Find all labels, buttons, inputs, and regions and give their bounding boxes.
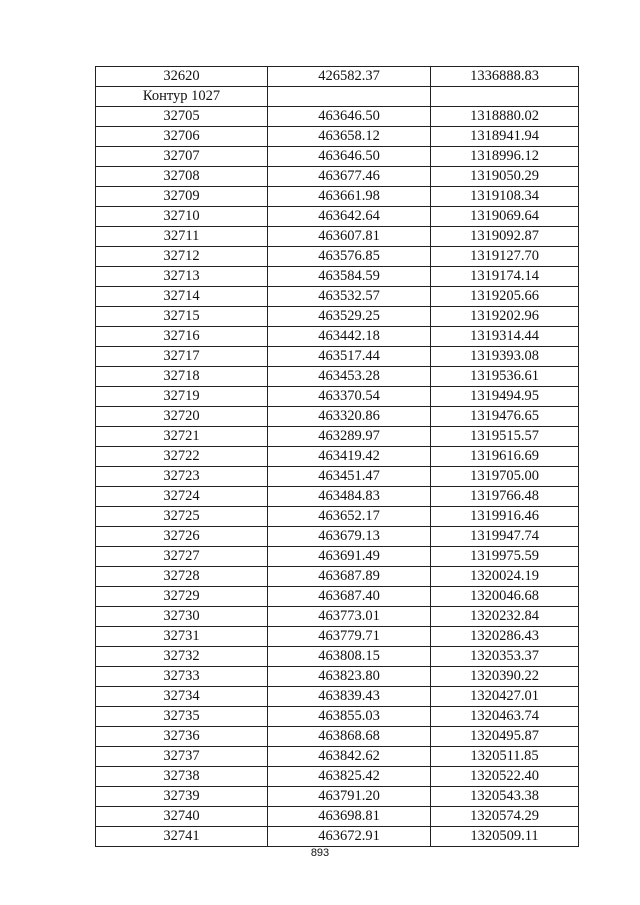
table-row [96, 687, 579, 707]
x-coordinate-cell: 463839.43 [268, 687, 431, 707]
point-number-cell: 32732 [96, 647, 268, 667]
x-coordinate-cell: 463289.97 [268, 427, 431, 447]
y-coordinate-cell: 1319616.69 [431, 447, 579, 467]
table-row [96, 387, 579, 407]
table-row [96, 747, 579, 767]
point-number-cell: 32706 [96, 127, 268, 147]
table-row [96, 407, 579, 427]
table-row [96, 547, 579, 567]
table-row [96, 607, 579, 627]
y-coordinate-cell: 1319069.64 [431, 207, 579, 227]
table-row [96, 507, 579, 527]
coordinates-table-body [96, 67, 579, 847]
table-row [96, 207, 579, 227]
y-coordinate-cell: 1319314.44 [431, 327, 579, 347]
table-row [96, 707, 579, 727]
y-coordinate-cell: 1320390.22 [431, 667, 579, 687]
y-coordinate-cell: 1320286.43 [431, 627, 579, 647]
y-coordinate-cell: 1320046.68 [431, 587, 579, 607]
table-row [96, 187, 579, 207]
table-row [96, 167, 579, 187]
point-number-cell: 32620 [96, 67, 268, 87]
x-coordinate-cell: 463607.81 [268, 227, 431, 247]
point-number-cell: 32714 [96, 287, 268, 307]
table-row [96, 667, 579, 687]
y-coordinate-cell: 1318996.12 [431, 147, 579, 167]
x-coordinate-cell: 463646.50 [268, 107, 431, 127]
point-number-cell: 32712 [96, 247, 268, 267]
x-coordinate-cell: 463584.59 [268, 267, 431, 287]
table-row [96, 147, 579, 167]
table-row [96, 367, 579, 387]
y-coordinate-cell: 1320543.38 [431, 787, 579, 807]
x-coordinate-cell: 463652.17 [268, 507, 431, 527]
point-number-cell: 32708 [96, 167, 268, 187]
empty-y-cell [431, 87, 579, 107]
x-coordinate-cell: 463808.15 [268, 647, 431, 667]
table-row [96, 427, 579, 447]
y-coordinate-cell: 1319050.29 [431, 167, 579, 187]
x-coordinate-cell: 463370.54 [268, 387, 431, 407]
y-coordinate-cell: 1319205.66 [431, 287, 579, 307]
y-coordinate-cell: 1320024.19 [431, 567, 579, 587]
table-row [96, 767, 579, 787]
point-number-cell: 32723 [96, 467, 268, 487]
empty-x-cell [268, 87, 431, 107]
x-coordinate-cell: 463661.98 [268, 187, 431, 207]
x-coordinate-cell: 426582.37 [268, 67, 431, 87]
point-number-cell: 32709 [96, 187, 268, 207]
table-row [96, 127, 579, 147]
point-number-cell: 32728 [96, 567, 268, 587]
table-row [96, 307, 579, 327]
x-coordinate-cell: 463517.44 [268, 347, 431, 367]
y-coordinate-cell: 1320574.29 [431, 807, 579, 827]
x-coordinate-cell: 463442.18 [268, 327, 431, 347]
y-coordinate-cell: 1319705.00 [431, 467, 579, 487]
x-coordinate-cell: 463868.68 [268, 727, 431, 747]
y-coordinate-cell: 1319393.08 [431, 347, 579, 367]
y-coordinate-cell: 1320463.74 [431, 707, 579, 727]
x-coordinate-cell: 463855.03 [268, 707, 431, 727]
point-number-cell: 32718 [96, 367, 268, 387]
point-number-cell: 32730 [96, 607, 268, 627]
x-coordinate-cell: 463823.80 [268, 667, 431, 687]
y-coordinate-cell: 1319536.61 [431, 367, 579, 387]
table-row [96, 67, 579, 87]
x-coordinate-cell: 463672.91 [268, 827, 431, 847]
x-coordinate-cell: 463698.81 [268, 807, 431, 827]
point-number-cell: 32729 [96, 587, 268, 607]
table-row [96, 327, 579, 347]
table-row [96, 827, 579, 847]
document-sheet [95, 66, 578, 847]
point-number-cell: 32720 [96, 407, 268, 427]
x-coordinate-cell: 463529.25 [268, 307, 431, 327]
contour-header-row [96, 87, 579, 107]
x-coordinate-cell: 463646.50 [268, 147, 431, 167]
x-coordinate-cell: 463825.42 [268, 767, 431, 787]
point-number-cell: 32707 [96, 147, 268, 167]
table-row [96, 107, 579, 127]
table-row [96, 447, 579, 467]
table-row [96, 787, 579, 807]
contour-label: Контур 1027 [96, 87, 268, 107]
y-coordinate-cell: 1319494.95 [431, 387, 579, 407]
x-coordinate-cell: 463779.71 [268, 627, 431, 647]
table-row [96, 227, 579, 247]
point-number-cell: 32721 [96, 427, 268, 447]
y-coordinate-cell: 1319092.87 [431, 227, 579, 247]
table-row [96, 627, 579, 647]
x-coordinate-cell: 463419.42 [268, 447, 431, 467]
x-coordinate-cell: 463484.83 [268, 487, 431, 507]
table-row [96, 287, 579, 307]
point-number-cell: 32722 [96, 447, 268, 467]
y-coordinate-cell: 1319202.96 [431, 307, 579, 327]
point-number-cell: 32716 [96, 327, 268, 347]
y-coordinate-cell: 1320522.40 [431, 767, 579, 787]
point-number-cell: 32724 [96, 487, 268, 507]
y-coordinate-cell: 1319127.70 [431, 247, 579, 267]
point-number-cell: 32740 [96, 807, 268, 827]
point-number-cell: 32737 [96, 747, 268, 767]
y-coordinate-cell: 1320353.37 [431, 647, 579, 667]
y-coordinate-cell: 1320509.11 [431, 827, 579, 847]
x-coordinate-cell: 463532.57 [268, 287, 431, 307]
y-coordinate-cell: 1320511.85 [431, 747, 579, 767]
table-row [96, 467, 579, 487]
x-coordinate-cell: 463687.89 [268, 567, 431, 587]
y-coordinate-cell: 1319766.48 [431, 487, 579, 507]
x-coordinate-cell: 463453.28 [268, 367, 431, 387]
y-coordinate-cell: 1320427.01 [431, 687, 579, 707]
x-coordinate-cell: 463658.12 [268, 127, 431, 147]
x-coordinate-cell: 463320.86 [268, 407, 431, 427]
point-number-cell: 32715 [96, 307, 268, 327]
table-row [96, 527, 579, 547]
x-coordinate-cell: 463773.01 [268, 607, 431, 627]
y-coordinate-cell: 1320232.84 [431, 607, 579, 627]
point-number-cell: 32705 [96, 107, 268, 127]
table-row [96, 567, 579, 587]
x-coordinate-cell: 463576.85 [268, 247, 431, 267]
point-number-cell: 32719 [96, 387, 268, 407]
table-row [96, 347, 579, 367]
y-coordinate-cell: 1320495.87 [431, 727, 579, 747]
y-coordinate-cell: 1319108.34 [431, 187, 579, 207]
x-coordinate-cell: 463679.13 [268, 527, 431, 547]
y-coordinate-cell: 1319916.46 [431, 507, 579, 527]
point-number-cell: 32725 [96, 507, 268, 527]
table-row [96, 807, 579, 827]
point-number-cell: 32711 [96, 227, 268, 247]
point-number-cell: 32710 [96, 207, 268, 227]
x-coordinate-cell: 463842.62 [268, 747, 431, 767]
y-coordinate-cell: 1318941.94 [431, 127, 579, 147]
x-coordinate-cell: 463687.40 [268, 587, 431, 607]
point-number-cell: 32717 [96, 347, 268, 367]
table-row [96, 727, 579, 747]
y-coordinate-cell: 1318880.02 [431, 107, 579, 127]
point-number-cell: 32735 [96, 707, 268, 727]
y-coordinate-cell: 1319975.59 [431, 547, 579, 567]
y-coordinate-cell: 1319947.74 [431, 527, 579, 547]
point-number-cell: 32733 [96, 667, 268, 687]
point-number-cell: 32731 [96, 627, 268, 647]
y-coordinate-cell: 1319476.65 [431, 407, 579, 427]
point-number-cell: 32726 [96, 527, 268, 547]
table-row [96, 587, 579, 607]
table-row [96, 247, 579, 267]
coordinates-table [95, 66, 579, 847]
x-coordinate-cell: 463642.64 [268, 207, 431, 227]
table-row [96, 487, 579, 507]
x-coordinate-cell: 463791.20 [268, 787, 431, 807]
point-number-cell: 32741 [96, 827, 268, 847]
x-coordinate-cell: 463677.46 [268, 167, 431, 187]
point-number-cell: 32736 [96, 727, 268, 747]
point-number-cell: 32734 [96, 687, 268, 707]
y-coordinate-cell: 1336888.83 [431, 67, 579, 87]
table-row [96, 647, 579, 667]
y-coordinate-cell: 1319515.57 [431, 427, 579, 447]
page-number: 893 [310, 847, 330, 859]
y-coordinate-cell: 1319174.14 [431, 267, 579, 287]
table-row [96, 267, 579, 287]
point-number-cell: 32727 [96, 547, 268, 567]
point-number-cell: 32739 [96, 787, 268, 807]
x-coordinate-cell: 463691.49 [268, 547, 431, 567]
point-number-cell: 32713 [96, 267, 268, 287]
point-number-cell: 32738 [96, 767, 268, 787]
x-coordinate-cell: 463451.47 [268, 467, 431, 487]
